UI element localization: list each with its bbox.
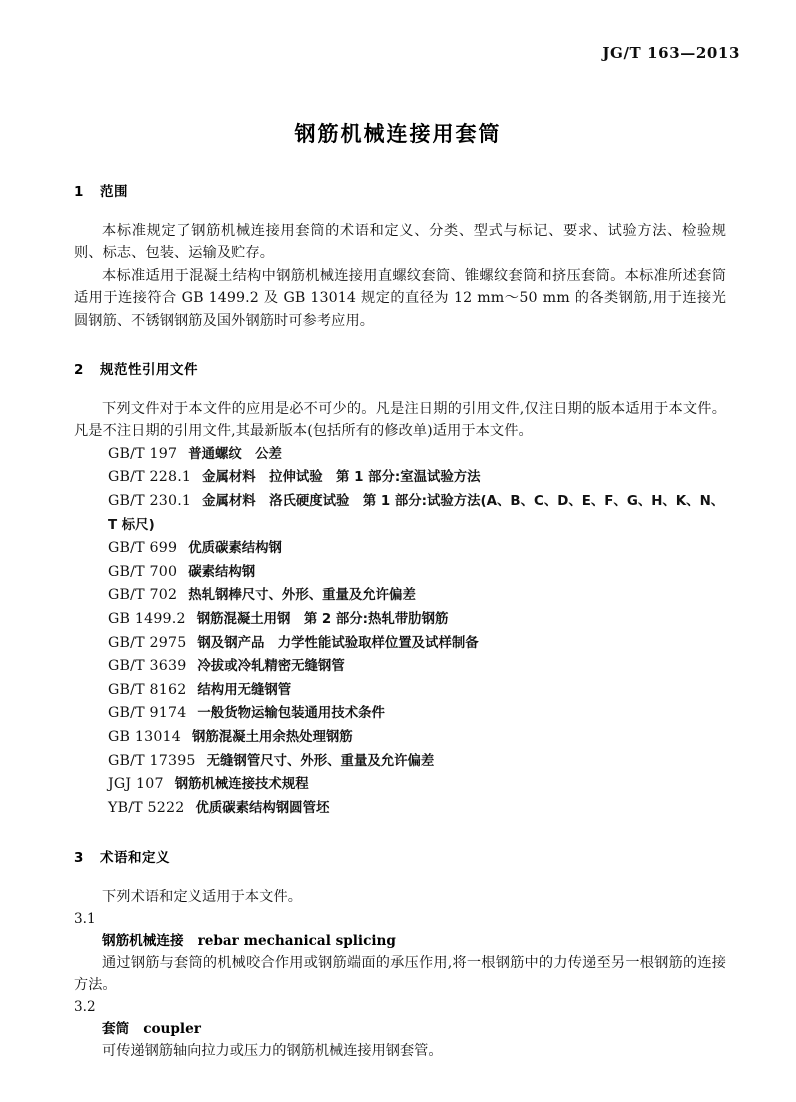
reference-code: GB/T 702 <box>108 587 178 604</box>
reference-title: 钢筋机械连接技术规程 <box>174 777 309 793</box>
reference-code: GB/T 3639 <box>108 658 187 675</box>
term-number-3-1: 3.1 <box>74 910 96 927</box>
term-definition-3-2: 可传递钢筋轴向拉力或压力的钢筋机械连接用钢套管。 <box>102 1042 443 1059</box>
term-entry-3-1 <box>74 930 726 952</box>
term-label-en: coupler <box>143 1020 201 1037</box>
reference-code: JGJ 107 <box>108 776 164 793</box>
term-number-3-2: 3.2 <box>74 998 96 1015</box>
reference-code: GB/T 9174 <box>108 705 187 722</box>
reference-code: GB/T 2975 <box>108 634 187 651</box>
reference-code: GB/T 17395 <box>108 752 196 769</box>
term-label-en: rebar mechanical splicing <box>197 932 396 949</box>
clause-title-1: 范围 <box>100 184 128 200</box>
list-item <box>74 584 726 608</box>
list-item <box>74 679 726 703</box>
reference-title: 钢筋混凝土用余热处理钢筋 <box>192 729 353 745</box>
term-entry-3-2 <box>74 1018 726 1040</box>
list-item <box>74 632 726 656</box>
term-definition-3-1: 通过钢筋与套筒的机械咬合作用或钢筋端面的承压作用,将一根钢筋中的力传递至另一根钢筋的连接方法。 <box>74 954 726 994</box>
reference-title: 一般货物运输包装通用技术条件 <box>197 706 385 722</box>
clause-1-paragraph-1: 本标准规定了钢筋机械连接用套筒的术语和定义、分类、型式与标记、要求、试验方法、检验规则、标志、包装、运输及贮存。 <box>74 223 726 262</box>
reference-code: GB/T 230.1 <box>108 493 192 510</box>
list-item <box>74 655 726 679</box>
reference-title: 钢筋混凝土用钢 第 2 部分:热轧带肋钢筋 <box>196 612 449 627</box>
list-item <box>74 797 726 821</box>
reference-title: 钢及钢产品 力学性能试验取样位置及试样制备 <box>197 635 479 651</box>
list-item <box>74 773 726 797</box>
list-item <box>74 726 726 750</box>
list-item <box>74 466 726 490</box>
reference-title: 无缝钢管尺寸、外形、重量及允许偏差 <box>206 753 435 769</box>
clause-heading-3 <box>74 846 726 866</box>
reference-title: 冷拔或冷轧精密无缝钢管 <box>197 659 345 675</box>
clause-number-1: 1 <box>74 184 84 200</box>
standard-number-header: JG/T 163—2013 <box>602 44 740 62</box>
reference-title: 金属材料 拉伸试验 第 1 部分:室温试验方法 <box>202 470 481 486</box>
list-item <box>74 537 726 561</box>
reference-code: YB/T 5222 <box>108 799 185 816</box>
reference-title: 结构用无缝钢管 <box>197 682 292 698</box>
list-item <box>74 490 726 537</box>
reference-title: 普通螺纹 公差 <box>188 446 282 462</box>
reference-code: GB/T 228.1 <box>108 469 192 486</box>
clause-title-3: 术语和定义 <box>100 850 170 867</box>
list-item <box>74 608 726 632</box>
list-item <box>74 702 726 726</box>
reference-code: GB 13014 <box>108 728 182 745</box>
list-item <box>74 443 726 467</box>
clause-3-paragraph-1: 下列术语和定义适用于本文件。 <box>102 889 303 906</box>
reference-title: 热轧钢棒尺寸、外形、重量及允许偏差 <box>188 588 416 604</box>
list-item <box>74 750 726 774</box>
reference-title: 优质碳素结构钢 <box>188 541 282 557</box>
reference-title: 金属材料 洛氏硬度试验 第 1 部分:试验方法(A、B、C、D、E、F、G、H、K、N、T 标尺) <box>108 494 725 533</box>
normative-references-list <box>74 443 726 821</box>
list-item <box>74 561 726 585</box>
clause-number-2: 2 <box>74 362 84 379</box>
reference-code: GB/T 197 <box>108 445 178 462</box>
page-title: 钢筋机械连接用套筒 <box>294 122 502 147</box>
clause-heading-2 <box>74 358 726 378</box>
clause-heading-1 <box>74 180 726 200</box>
term-label-zh: 钢筋机械连接 <box>102 932 184 949</box>
reference-title: 优质碳素结构钢圆管坯 <box>195 800 330 816</box>
clause-number-3: 3 <box>74 850 84 867</box>
document-body <box>74 180 726 1062</box>
clause-title-2: 规范性引用文件 <box>100 362 198 379</box>
term-label-zh: 套筒 <box>102 1020 130 1037</box>
reference-code: GB/T 8162 <box>108 681 187 698</box>
reference-code: GB/T 700 <box>108 563 178 580</box>
reference-code: GB 1499.2 <box>108 611 186 627</box>
reference-title: 碳素结构钢 <box>188 564 256 580</box>
reference-code: GB/T 699 <box>108 540 178 557</box>
clause-1-paragraph-2: 本标准适用于混凝土结构中钢筋机械连接用直螺纹套筒、锥螺纹套筒和挤压套筒。本标准所述套筒适用于连接符合 GB 1499.2 及 GB 13014 规定的直径为 12 mm～50 mm 的各类钢筋,用于连接光圆钢筋、不锈钢钢筋及国外钢筋时可参考应用。 <box>74 267 726 329</box>
clause-2-paragraph-1: 下列文件对于本文件的应用是必不可少的。凡是注日期的引用文件,仅注日期的版本适用于本文件。凡是不注日期的引用文件,其最新版本(包括所有的修改单)适用于本文件。 <box>74 401 726 440</box>
